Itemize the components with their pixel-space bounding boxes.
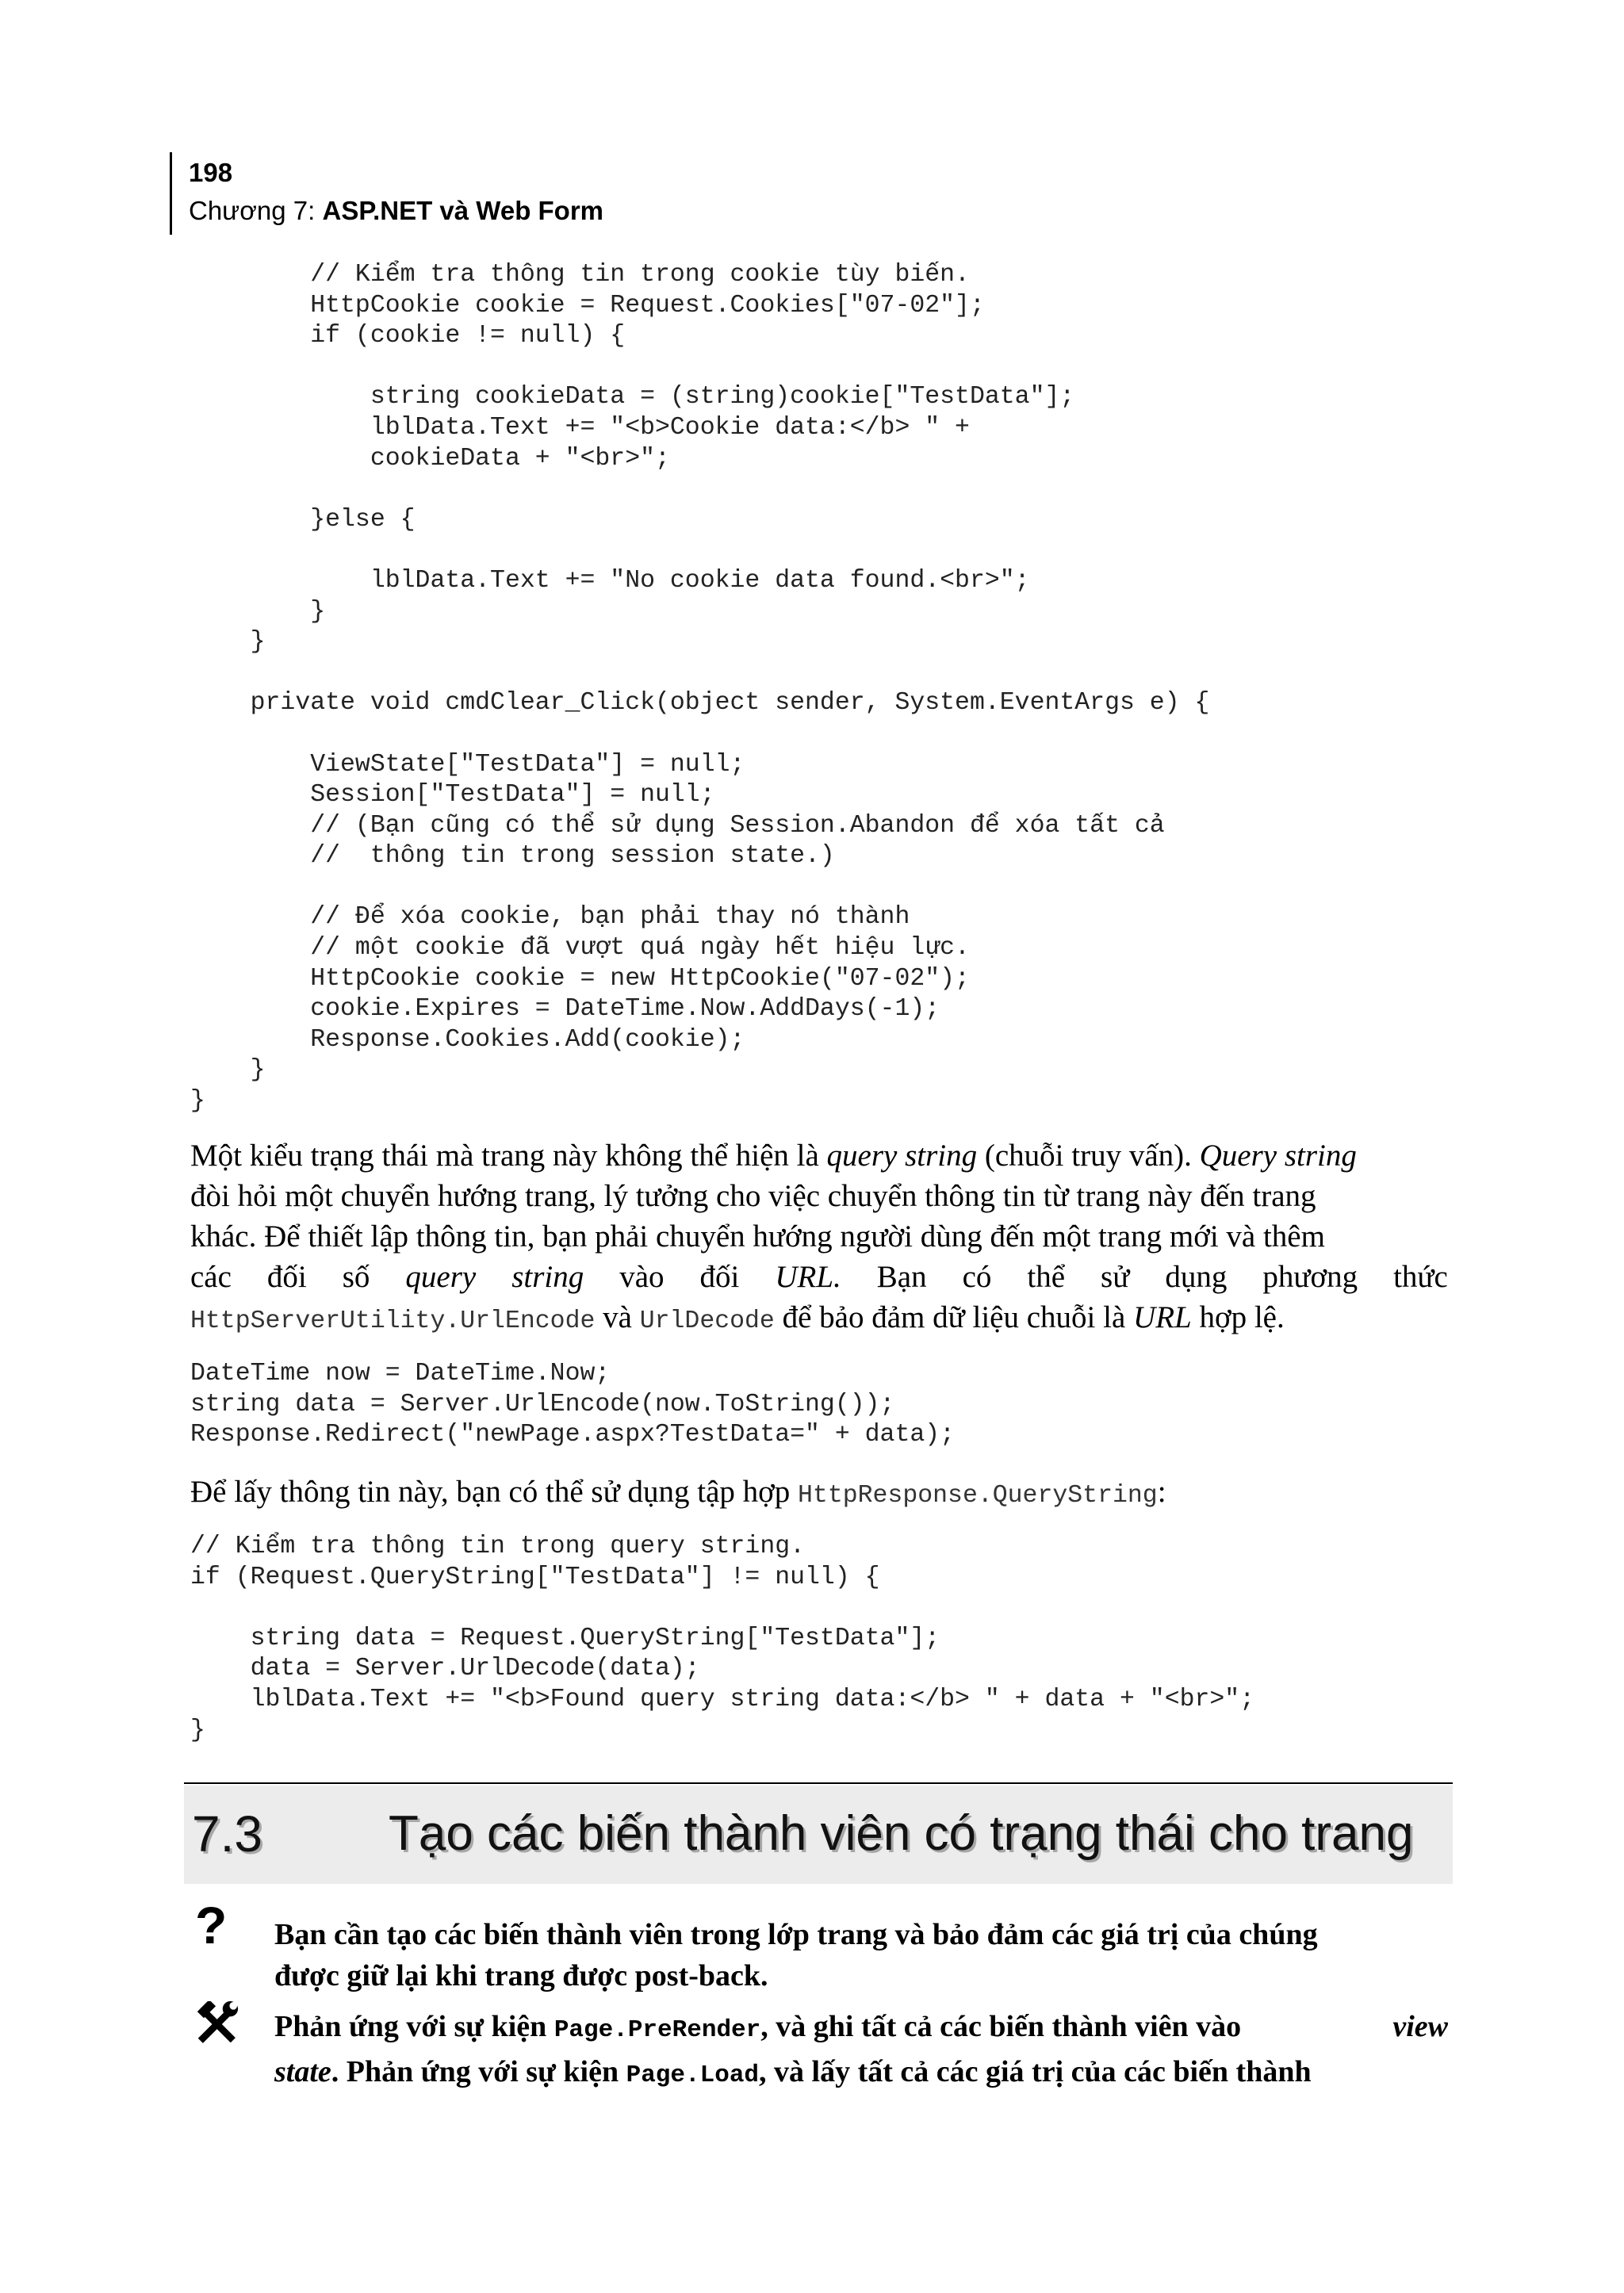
section-title: Tạo các biến thành viên có trạng thái cho trang bbox=[389, 1806, 1414, 1861]
paragraph-retrieve: Để lấy thông tin này, bạn có thể sử dụng tập hợp HttpResponse.QueryString: bbox=[190, 1475, 1166, 1510]
question-icon: ? bbox=[195, 1896, 228, 1954]
paragraph-query-string bbox=[190, 1135, 1448, 1342]
code-block-redirect: DateTime now = DateTime.Now; string data = Server.UrlEncode(now.ToString()); Response.Redirect("newPage.aspx?TestData=" + data); bbox=[190, 1360, 956, 1449]
page-number: 198 bbox=[189, 158, 233, 187]
tools-icon bbox=[193, 2001, 239, 2047]
chapter-title: ASP.NET và Web Form bbox=[322, 196, 604, 225]
section-divider bbox=[184, 1782, 1453, 1784]
problem-statement: Bạn cần tạo các biến thành viên trong lớp trang và bảo đảm các giá trị của chúng được giữ lại khi trang được post-back. bbox=[274, 1918, 1318, 1992]
para-line: khác. Để thiết lập thông tin, bạn phải chuyển hướng người dùng đến một trang mới và thêm bbox=[190, 1219, 1325, 1254]
solution-statement: Phản ứng với sự kiện Page.PreRender, và ghi tất cả các biến thành viên vào view state. Phản ứng với sự kiện Page.Load, và lấy tất cả các giá trị của các biến thành bbox=[274, 2010, 1448, 2089]
header-divider bbox=[170, 152, 172, 235]
para-line: đòi hỏi một chuyển hướng trang, lý tưởng cho việc chuyển thông tin từ trang này đến trang bbox=[190, 1179, 1316, 1213]
chapter-heading bbox=[189, 195, 603, 227]
para-line: Một kiểu trạng thái mà trang này không thể hiện là query string (chuỗi truy vấn). Query string bbox=[190, 1139, 1357, 1173]
chapter-prefix: Chương 7: bbox=[189, 196, 323, 225]
code-block-querystring: // Kiểm tra thông tin trong query string. if (Request.QueryString["TestData"] != null) { string data = Request.QueryString["TestData"]; data = Server.UrlDecode(data); lblData.Text += "<b>Found query string data:</b> " + data + "<br>"; } bbox=[190, 1533, 1255, 1744]
code-block-cookie: // Kiểm tra thông tin trong cookie tùy biến. HttpCookie cookie = Request.Cookies["07-02"]; if (cookie != null) { string cookieData = (string)cookie["TestData"]; lblData.Text += "<b>Cookie data:</b> " + cookieData + "<br>"; }else { lblData.Text += "No cookie data found.<br>"; } } private void cmdClear_Click(object sender, System.EventArgs e) { ViewState["TestData"] = null; Session["TestData"] = null; // (Bạn cũng có thể sử dụng Session.Abandon để xóa tất cả // thông tin trong session state.) // Để xóa cookie, bạn phải thay nó thành // một cookie đã vượt quá ngày hết hiệu lực. HttpCookie cookie = new HttpCookie("07-02"); cookie.Expires = DateTime.Now.AddDays(-1); Response.Cookies.Add(cookie); } } bbox=[190, 261, 1210, 1116]
para-line: HttpServerUtility.UrlEncode và UrlDecode để bảo đảm dữ liệu chuỗi là URL hợp lệ. bbox=[190, 1300, 1285, 1335]
section-number: 7.3 bbox=[192, 1805, 262, 1862]
para-line: các đối số query string vào đối URL. Bạn có thể sử dụng phương thức bbox=[190, 1260, 1448, 1294]
